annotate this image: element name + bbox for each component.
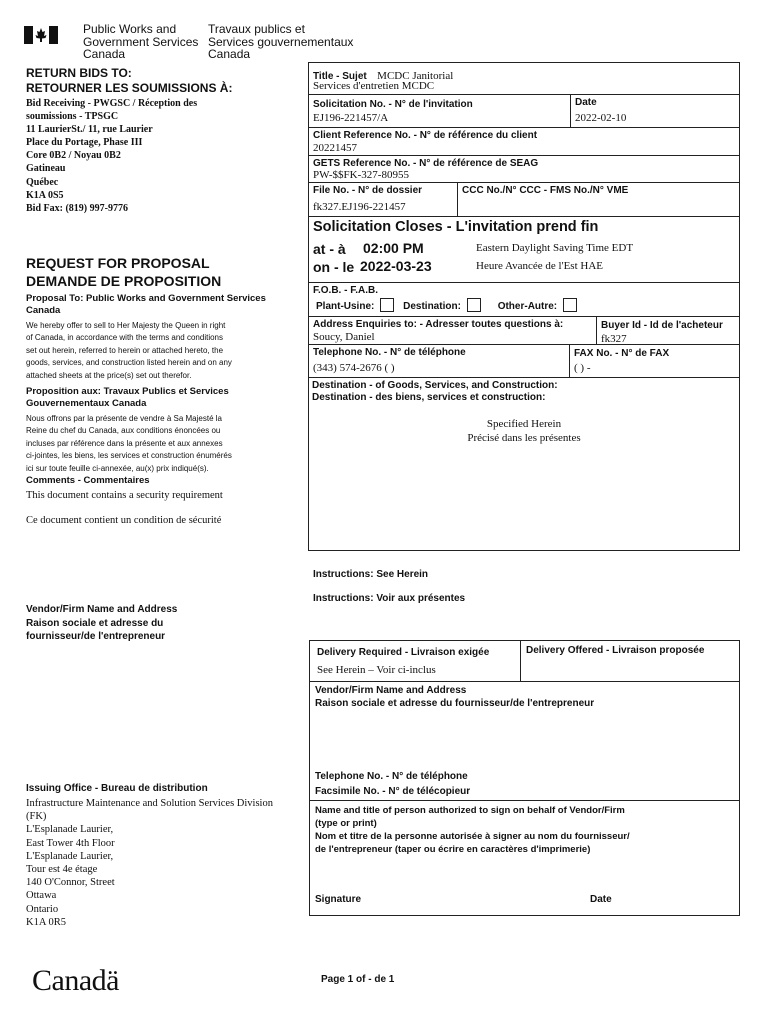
instructions-en: Instructions: See Herein <box>313 569 429 580</box>
fax-label: FAX No. - N° de FAX <box>574 348 670 359</box>
destination-value-fr: Précisé dans les présentes <box>467 432 581 444</box>
offer-line: set out herein, referred to herein or attached hereto, the <box>26 345 224 355</box>
address-line: soumissions - TPSGC <box>26 111 119 123</box>
comment-en: This document contains a security requirement <box>26 490 223 501</box>
address-line: Core 0B2 / Noyau 0B2 <box>26 150 121 162</box>
title-value-fr: Services d'entretien MCDC <box>313 80 435 92</box>
header-english <box>83 23 198 61</box>
address-enquiries-label: Address Enquiries to: - Adresser toutes questions à: <box>313 319 564 330</box>
plant-label: Plant-Usine: <box>316 301 375 312</box>
plant-checkbox[interactable] <box>380 298 394 312</box>
offer-line: ici sur toute feuille ci-annexée, au(x) prix indiqué(s). <box>26 463 209 473</box>
rfp-title <box>26 254 221 290</box>
proposal-to-label: Proposal To: <box>26 293 84 304</box>
address-line: Gatineau <box>26 163 66 175</box>
comment-fr: Ce document contient un condition de sécurité <box>26 515 222 526</box>
ccc-label: CCC No./N° CCC - FMS No./N° VME <box>462 185 629 196</box>
offer-line: of Canada, in accordance with the terms and conditions <box>26 333 224 343</box>
offer-line: Nous offrons par la présente de vendre à Sa Majesté la <box>26 414 222 423</box>
destination-goods-label-en: Destination - of Goods, Services, and Construction: <box>312 380 558 391</box>
return-bids-title-fr: RETOURNER LES SOUMISSIONS À: <box>26 81 233 95</box>
date-label: Date <box>575 97 597 108</box>
buyer-id-value: fk327 <box>601 333 627 345</box>
destination-goods-label-fr: Destination - des biens, services et construction: <box>312 392 546 403</box>
client-ref-value: 20221457 <box>313 142 357 154</box>
issuing-line: East Tower 4th Floor <box>26 837 115 849</box>
closes-title: Solicitation Closes - L'invitation prend fin <box>313 219 599 235</box>
issuing-line: (FK) <box>26 811 47 823</box>
issuing-line: 140 O'Connor, Street <box>26 877 115 889</box>
address-line: Place du Portage, Phase III <box>26 137 143 149</box>
rfp-title-en: REQUEST FOR PROPOSAL <box>26 255 210 271</box>
proposition-label: Proposition aux: <box>26 386 101 397</box>
issuing-line: L'Esplanade Laurier, <box>26 824 114 836</box>
vendor-left-line: Vendor/Firm Name and Address <box>26 604 178 615</box>
on-label: on - le <box>313 259 355 275</box>
header-en-line: Government Services <box>83 34 199 49</box>
client-ref-label: Client Reference No. - N° de référence du client <box>313 130 538 141</box>
other-label: Other-Autre: <box>497 301 558 312</box>
header-en-line: Public Works and <box>83 22 177 36</box>
return-bids-title <box>26 66 232 96</box>
address-line: Québec <box>26 176 59 188</box>
return-bids-title-en: RETURN BIDS TO: <box>26 66 132 80</box>
destination-checkbox[interactable] <box>467 298 481 312</box>
return-bids-address <box>26 97 197 215</box>
address-line: 11 LaurierSt./ 11, rue Laurier <box>26 124 153 136</box>
vendor-left-line: fournisseur/de l'entrepreneur <box>26 631 166 642</box>
other-checkbox[interactable] <box>563 298 577 312</box>
offer-text-fr <box>26 413 232 475</box>
proposition-aux <box>26 386 271 410</box>
vendor-fax-label: Facsimile No. - N° de télécopieur <box>315 786 471 797</box>
solicitation-label: Solicitation No. - N° de l'invitation <box>313 99 473 110</box>
header-en-line: Canada <box>83 47 126 61</box>
offer-text-en <box>26 320 232 382</box>
issuing-office-label: Issuing Office - Bureau de distribution <box>26 783 208 794</box>
offer-line: attached sheets at the price(s) set out therefor. <box>26 370 192 380</box>
closing-time: 02:00 PM <box>363 240 424 256</box>
timezone-fr: Heure Avancée de l'Est HAE <box>476 260 604 272</box>
file-value: fk327.EJ196-221457 <box>313 201 406 213</box>
auth-line: Nom et titre de la personne autorisée à signer au nom du fournisseur/ <box>315 831 630 842</box>
offer-line: We hereby offer to sell to Her Majesty the Queen in right <box>26 321 226 330</box>
authorized-person <box>315 804 630 856</box>
offer-line: incluses par référence dans la présente et aux annexes <box>26 438 223 448</box>
address-enquiries-value: Soucy, Daniel <box>313 331 375 343</box>
header-fr-line: Travaux publics et <box>208 22 305 36</box>
fob-options <box>316 298 583 312</box>
vendor-firm-label-fr: Raison sociale et adresse du fournisseur/de l'entrepreneur <box>315 698 595 709</box>
page-number: Page 1 of - de 1 <box>321 974 395 985</box>
destination-value-en: Specified Herein <box>486 418 562 430</box>
vendor-firm-label: Vendor/Firm Name and Address <box>315 685 467 696</box>
signature-date-label: Date <box>590 894 612 905</box>
telephone-label: Telephone No. - N° de téléphone <box>313 347 466 358</box>
fob-label: F.O.B. - F.A.B. <box>313 285 378 296</box>
proposal-to-value: Public Works and Government Services Canada <box>26 293 266 316</box>
issuing-line: K1A 0R5 <box>26 916 66 928</box>
address-line: Bid Fax: (819) 997-9776 <box>26 202 128 214</box>
gets-value: PW-$$FK-327-80955 <box>313 169 409 181</box>
buyer-id-label: Buyer Id - Id de l'acheteur <box>601 320 723 331</box>
file-label: File No. - N° de dossier <box>313 185 423 196</box>
proposal-to <box>26 293 276 317</box>
offer-line: goods, services, and construction listed herein and on any <box>26 358 232 368</box>
rfp-title-fr: DEMANDE DE PROPOSITION <box>26 273 222 289</box>
address-line: K1A 0S5 <box>26 189 64 201</box>
vendor-telephone-label: Telephone No. - N° de téléphone <box>315 771 468 782</box>
closing-date: 2022-03-23 <box>360 258 432 274</box>
title-label: Title - Sujet <box>313 71 367 82</box>
signature-label: Signature <box>315 894 362 905</box>
title-value: MCDC Janitorial <box>377 70 454 82</box>
auth-line: (type or print) <box>315 818 377 829</box>
issuing-line: L'Esplanade Laurier, <box>26 850 114 862</box>
vendor-left-line: Raison sociale et adresse du <box>26 617 164 629</box>
auth-line: de l'entrepreneur (taper ou écrire en caractères d'imprimerie) <box>315 844 591 855</box>
offer-line: Reine du chef du Canada, aux conditions énoncées ou <box>26 426 221 436</box>
issuing-line: Ontario <box>26 903 59 915</box>
issuing-line: Infrastructure Maintenance and Solution Services Division <box>26 798 273 809</box>
instructions-fr: Instructions: Voir aux présentes <box>313 593 466 604</box>
canada-flag-icon <box>24 26 58 44</box>
delivery-required-value: See Herein – Voir ci-inclus <box>317 664 436 676</box>
at-label: at - à <box>313 241 346 257</box>
address-line: Bid Receiving - PWGSC / Réception des <box>26 98 198 109</box>
timezone-en: Eastern Daylight Saving Time EDT <box>476 242 634 254</box>
date-value: 2022-02-10 <box>575 112 627 124</box>
header-fr-line: Canada <box>208 47 251 61</box>
telephone-value: (343) 574-2676 ( ) <box>313 362 395 374</box>
delivery-required-label: Delivery Required - Livraison exigée <box>317 647 490 658</box>
destination-label: Destination: <box>403 301 461 312</box>
solicitation-value: EJ196-221457/A <box>313 112 389 124</box>
header-fr-line: Services gouvernementaux <box>208 34 354 49</box>
header-french <box>208 23 353 61</box>
auth-line: Name and title of person authorized to sign on behalf of Vendor/Firm <box>315 805 625 816</box>
canada-wordmark: Canadä <box>32 964 119 997</box>
fax-value: ( ) - <box>574 362 591 374</box>
comments-label: Comments - Commentaires <box>26 475 150 486</box>
gets-label: GETS Reference No. - N° de référence de SEAG <box>313 158 539 169</box>
proposition-value: Travaux Publics et Services Gouvernementaux Canada <box>26 386 229 409</box>
delivery-offered-label: Delivery Offered - Livraison proposée <box>526 645 705 656</box>
issuing-office-address <box>26 797 273 929</box>
vendor-firm-left <box>26 603 177 644</box>
offer-line: ci-jointes, les biens, les services et construction énumérés <box>26 451 232 461</box>
issuing-line: Ottawa <box>26 890 57 902</box>
issuing-line: Tour est 4e étage <box>26 864 98 876</box>
